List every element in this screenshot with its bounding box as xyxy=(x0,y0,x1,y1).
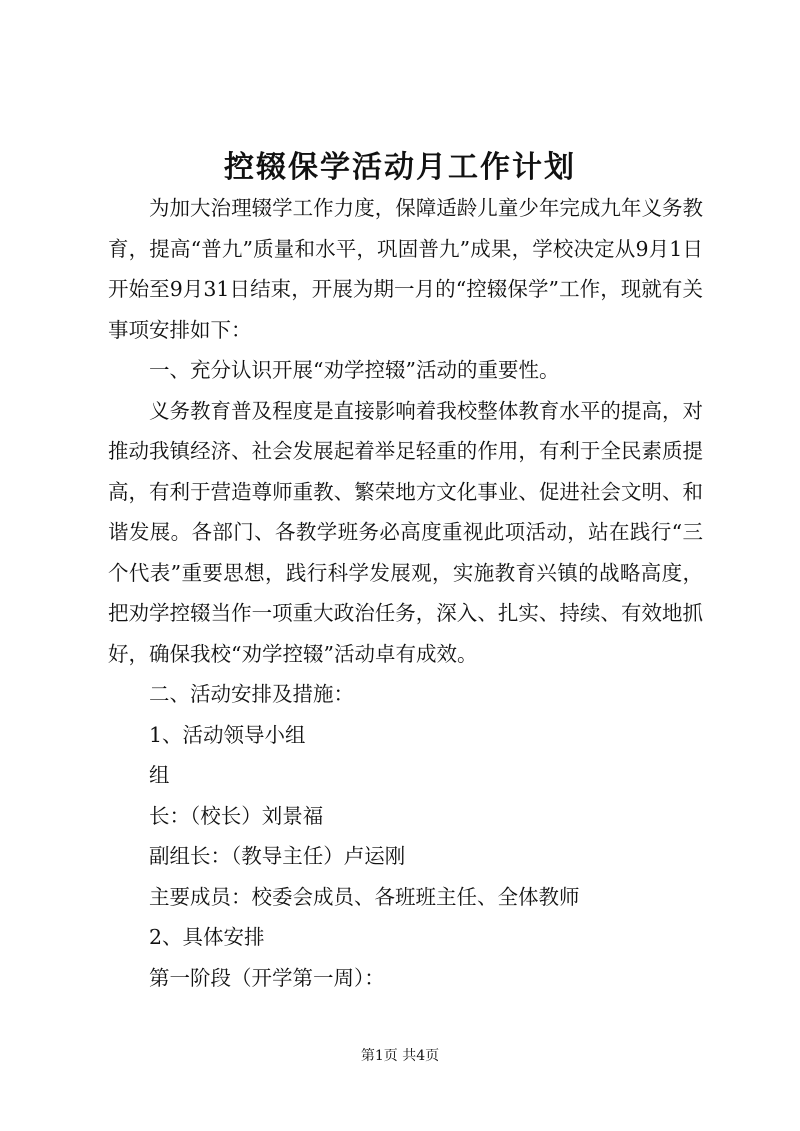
intro-paragraph: 为加大治理辍学工作力度，保障适龄儿童少年完成九年义务教育，提高“普九”质量和水平，巩固普九”成果，学校决定从9月1日开始至9月31日结束，开展为期一月的“控辍保学”工作，现就有关事项安排如下： xyxy=(108,196,703,342)
section1-heading: 一、充分认识开展“劝学控辍”活动的重要性。 xyxy=(149,358,560,382)
page-footer: 第1页 共4页 xyxy=(360,1048,440,1064)
document-title: 控辍保学活动月工作计划 xyxy=(224,150,576,185)
group-char: 组 xyxy=(149,763,170,787)
phase1-line: 第一阶段（开学第一周）： xyxy=(149,965,385,990)
members-line: 主要成员：校委会成员、各班班主任、全体教师 xyxy=(149,884,580,909)
section1-body: 义务教育普及程度是直接影响着我校整体教育水平的提高，对推动我镇经济、社会发展起着举足轻重的作用，有利于全民素质提高，有利于营造尊师重教、繁荣地方文化事业、促进社会文明、和谐发展。各部门、各教学班务必高度重视此项活动，站在践行“三个代表”重要思想，践行科学发展观，实施教育兴镇的战略高度，把劝学控辍当作一项重大政治任务，深入、扎实、持续、有效地抓好，确保我校“劝学控辍”活动卓有成效。 xyxy=(108,398,703,666)
item2-heading: 2、具体安排 xyxy=(149,925,265,949)
item1-heading: 1、活动领导小组 xyxy=(149,722,306,747)
leader-line: 长：（校长）刘景福 xyxy=(149,803,324,828)
deputy-leader-line: 副组长：（教导主任）卢运刚 xyxy=(149,844,406,868)
document-body xyxy=(108,188,703,998)
section2-heading: 二、活动安排及措施： xyxy=(149,682,354,706)
